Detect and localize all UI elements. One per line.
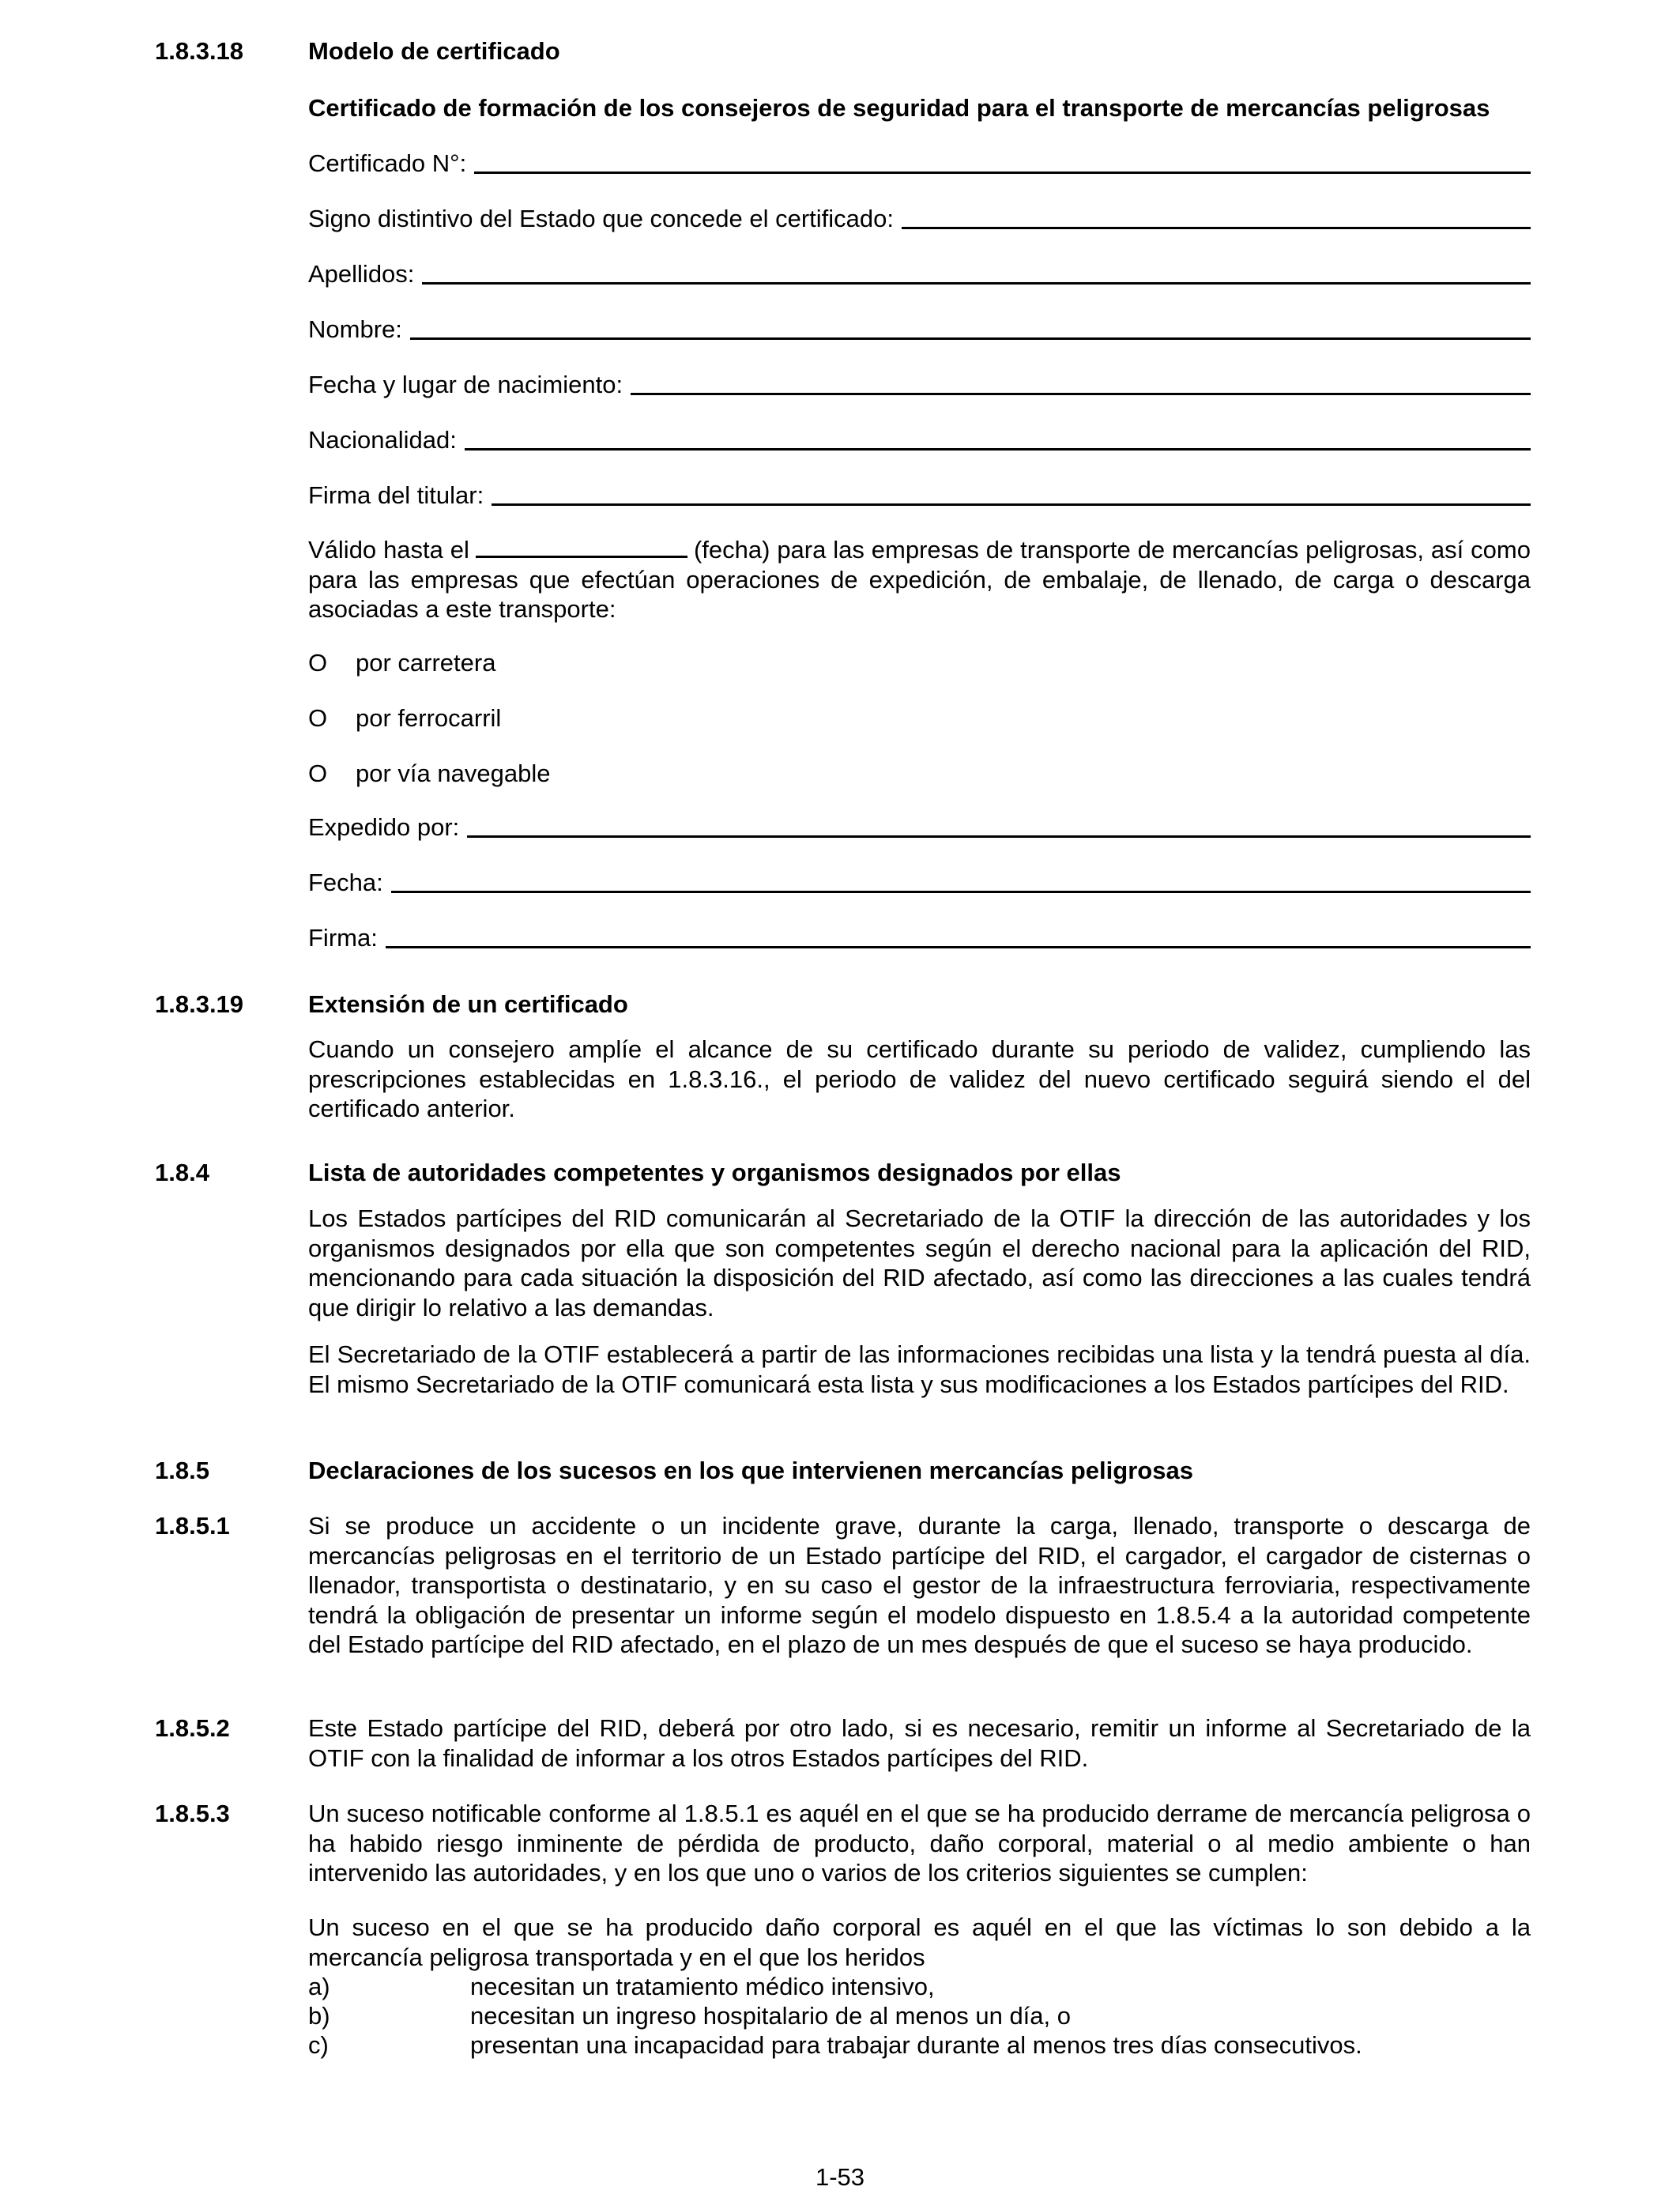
blank-line — [391, 867, 1531, 893]
list-marker: a) — [308, 1973, 330, 2000]
field-label: Firma del titular: — [308, 481, 484, 509]
section-text: Cuando un consejero amplíe el alcance de su certificado durante su periodo de validez, cumpliendo las prescripciones establecidas en 1.8.3.16., el periodo de validez del nuevo certificado seguirá siendo el del certificado anterior. — [308, 1035, 1531, 1122]
checkbox-mark: O — [308, 649, 328, 677]
field-label: Firma: — [308, 924, 378, 952]
field-certificado-numero — [308, 147, 1531, 179]
section-number: 1.8.5.2 — [155, 1714, 230, 1742]
blank-line — [386, 922, 1531, 948]
field-label: Fecha: — [308, 869, 383, 896]
list-marker: b) — [308, 2002, 330, 2030]
valid-prefix: Válido hasta el — [308, 536, 469, 564]
section-title: Modelo de certificado — [308, 37, 560, 65]
section-title: Extensión de un certificado — [308, 990, 628, 1018]
field-expedido-por — [308, 811, 1531, 843]
field-apellidos — [308, 258, 1531, 289]
section-number: 1.8.5.1 — [155, 1512, 230, 1540]
blank-line — [467, 812, 1531, 838]
checkbox-mark: O — [308, 760, 328, 787]
field-firma-titular — [308, 479, 1531, 511]
section-number: 1.8.3.18 — [155, 37, 244, 65]
list-item — [308, 1972, 1531, 2002]
field-signo-distintivo — [308, 202, 1531, 234]
certificate-title: Certificado de formación de los consejeros de seguridad para el transporte de mercancías peligrosas — [308, 94, 1490, 122]
list-item — [308, 2030, 1531, 2060]
section-number: 1.8.4 — [155, 1159, 209, 1186]
section-text: Si se produce un accidente o un incidente grave, durante la carga, llenado, transporte o descarga de mercancías peligrosas en el territorio de un Estado partícipe del RID, el cargador, el cargador de cisternas o llenador, transportista o destinatario, y en su caso el gestor de la infraestructura ferroviaria, respectivamente tendrá la obligación de presentar un informe según el modelo dispuesto en 1.8.5.4 a la autoridad competente del Estado partícipe del RID afectado, en el plazo de un mes después de que el suceso se haya producido. — [308, 1512, 1531, 1658]
list-text: necesitan un ingreso hospitalario de al menos un día, o — [470, 2002, 1071, 2030]
section-number: 1.8.3.19 — [155, 990, 244, 1018]
date-blank-line — [476, 535, 687, 558]
section-text: Los Estados partícipes del RID comunicarán al Secretariado de la OTIF la dirección de las autoridades y los organismos designados por ella que son competentes según el derecho nacional para la aplicación del RID, mencionando para cada situación la disposición del RID afectado, así como las direcciones a las cuales tendrá que dirigir lo relativo a las demandas. — [308, 1204, 1531, 1321]
field-fecha-lugar-nacimiento — [308, 368, 1531, 400]
field-label: Fecha y lugar de nacimiento: — [308, 371, 623, 398]
list-item — [308, 2001, 1531, 2031]
section-number: 1.8.5.3 — [155, 1800, 230, 1827]
blank-line — [465, 424, 1531, 450]
field-label: Nacionalidad: — [308, 426, 457, 454]
blank-line — [410, 314, 1531, 340]
section-title: Lista de autoridades competentes y organismos designados por ellas — [308, 1159, 1121, 1186]
page-number: 1-53 — [815, 2163, 865, 2191]
section-text: Un suceso en el que se ha producido daño corporal es aquél en el que las víctimas lo son debido a la mercancía peligrosa transportada y en el que los heridos — [308, 1913, 1531, 1971]
field-label: Apellidos: — [308, 260, 415, 288]
checkbox-mark: O — [308, 704, 328, 732]
section-title: Declaraciones de los sucesos en los que intervienen mercancías peligrosas — [308, 1457, 1193, 1484]
option-carretera — [308, 648, 495, 678]
blank-line — [474, 148, 1531, 174]
option-label: por ferrocarril — [356, 704, 502, 732]
field-label: Signo distintivo del Estado que concede el certificado: — [308, 205, 895, 232]
list-marker: c) — [308, 2031, 329, 2059]
list-text: necesitan un tratamiento médico intensivo, — [470, 1973, 935, 2000]
section-text: El Secretariado de la OTIF establecerá a partir de las informaciones recibidas una lista y la tendrá puesta al día. El mismo Secretariado de la OTIF comunicará esta lista y sus modificaciones a los Estados partícipes del RID. — [308, 1340, 1531, 1398]
list-text: presentan una incapacidad para trabajar durante al menos tres días consecutivos. — [470, 2031, 1362, 2059]
field-nacionalidad — [308, 424, 1531, 455]
field-firma — [308, 922, 1531, 953]
field-label: Certificado N°: — [308, 149, 467, 177]
field-nombre — [308, 313, 1531, 345]
field-fecha — [308, 866, 1531, 898]
option-ferrocarril — [308, 703, 501, 733]
option-label: por carretera — [356, 649, 496, 677]
section-text: Este Estado partícipe del RID, deberá por otro lado, si es necesario, remitir un informe al Secretariado de la OTIF con la finalidad de informar a los otros Estados partícipes del RID. — [308, 1714, 1531, 1772]
option-label: por vía navegable — [356, 760, 551, 787]
field-label: Nombre: — [308, 315, 402, 343]
section-text: Un suceso notificable conforme al 1.8.5.1 es aquél en el que se ha producido derrame de mercancía peligrosa o ha habido riesgo inminente de pérdida de producto, daño corporal, material o al medio ambiente o han intervenido las autoridades, y en los que uno o varios de los criterios siguientes se cumplen: — [308, 1800, 1531, 1887]
blank-line — [422, 258, 1531, 285]
valid-suffix: (fecha) para las empresas de transporte de mercancías peligrosas, así como para las empresas que efectúan operaciones de expedición, de embalaje, de llenado, de carga o descarga asociadas a este transporte: — [308, 536, 1531, 623]
validity-paragraph — [308, 535, 1531, 624]
field-label: Expedido por: — [308, 813, 460, 841]
blank-line — [492, 480, 1531, 506]
section-number: 1.8.5 — [155, 1457, 209, 1484]
blank-line — [902, 203, 1531, 229]
blank-line — [631, 369, 1531, 395]
option-via-navegable — [308, 759, 550, 789]
